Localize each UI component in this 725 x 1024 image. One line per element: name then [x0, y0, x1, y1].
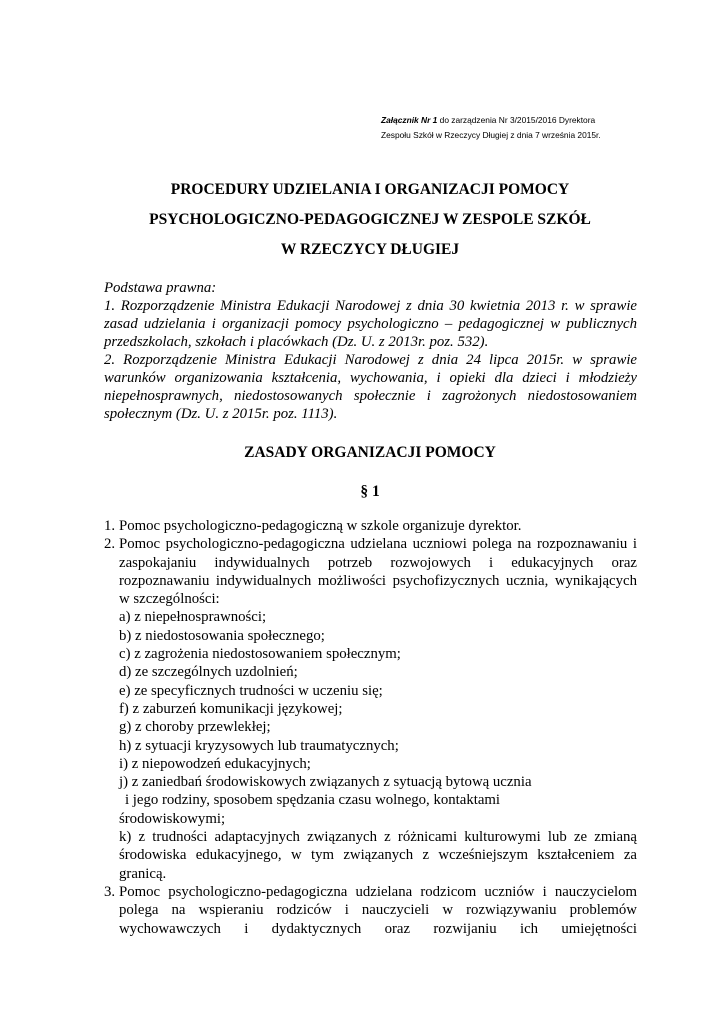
- sublist-item-g: g) z choroby przewlekłej;: [119, 719, 271, 736]
- annex-note: [381, 113, 681, 143]
- sublist-item-j-line-2: i jego rodziny, sposobem spędzania czasu wolnego, kontaktami: [125, 792, 501, 809]
- list-item-1-text: Pomoc psychologiczno-pedagogiczną w szkole organizuje dyrektor.: [119, 518, 522, 534]
- sublist-item-i: i) z niepowodzeń edukacyjnych;: [119, 755, 311, 772]
- sublist-item-f: f) z zaburzeń komunikacji językowej;: [119, 700, 343, 717]
- sublist-item-b: b) z niedostosowania społecznego;: [119, 627, 325, 644]
- legal-basis-item-1: 1. Rozporządzenie Ministra Edukacji Narodowej z dnia 30 kwietnia 2013 r. w sprawie zasad udzielania i organizacji pomocy psychologiczno – pedagogicznej w publicznych przedszkolach, szkołach i placówkach (Dz. U. z 2013r. poz. 532).: [104, 298, 637, 350]
- section-heading: ZASADY ORGANIZACJI POMOCY: [244, 444, 496, 461]
- sublist-item-j-line-1: j) z zaniedbań środowiskowych związanych z sytuacją bytową ucznia: [119, 774, 532, 791]
- list-item-3: [104, 883, 637, 938]
- sublist-item-e: e) ze specyficznych trudności w uczeniu się;: [119, 682, 383, 699]
- sublist-item-k: k) z trudności adaptacyjnych związanych z różnicami kulturowymi lub ze zmianą środowiska edukacyjnego, w tym związanych z wcześniejszym kształceniem za granicą.: [119, 829, 637, 882]
- annex-label: Załącznik Nr 1: [381, 115, 438, 125]
- list-item-3-number: 3.: [104, 883, 116, 900]
- title-line-2: PSYCHOLOGICZNO-PEDAGOGICZNEJ W ZESPOLE SZKÓŁ: [149, 211, 591, 228]
- annex-line-2: Zespołu Szkół w Rzeczycy Długiej z dnia 7 września 2015r.: [381, 130, 601, 140]
- sublist-item-a: a) z niepełnosprawności;: [119, 609, 267, 626]
- annex-line-1: [381, 113, 681, 128]
- sublist-item-d: d) ze szczególnych uzdolnień;: [119, 664, 298, 681]
- sublist: [119, 608, 637, 882]
- list-item-2-text: Pomoc psychologiczno-pedagogiczna udzielana uczniowi polega na rozpoznawaniu i zaspokajaniu indywidualnych potrzeb rozwojowych i edukacyjnych oraz rozpoznawaniu indywidualnych możliwości psychofizycznych ucznia, wynikających w szczególności:: [119, 536, 637, 608]
- legal-basis-heading: Podstawa prawna:: [104, 280, 217, 296]
- list-item-3-text: Pomoc psychologiczno-pedagogiczna udzielana rodzicom uczniów i nauczycielom polega na wspieraniu rodziców i nauczycieli w rozwiązywaniu problemów wychowawczych i dydaktycznych oraz rozwijaniu ich umiejętności: [119, 883, 637, 937]
- list-item-1: [104, 517, 637, 535]
- sublist-item-j-line-3: środowiskowymi;: [119, 810, 226, 827]
- paragraph-mark: § 1: [360, 483, 380, 500]
- title-line-1: PROCEDURY UDZIELANIA I ORGANIZACJI POMOCY: [170, 181, 570, 198]
- sublist-item-c: c) z zagrożenia niedostosowaniem społecznym;: [119, 646, 401, 663]
- rules-list: [104, 517, 637, 938]
- list-item-2: [104, 535, 637, 883]
- list-item-1-number: 1.: [104, 518, 116, 534]
- sublist-item-h: h) z sytuacji kryzysowych lub traumatycznych;: [119, 737, 399, 754]
- legal-basis-item-2: 2. Rozporządzenie Ministra Edukacji Narodowej z dnia 24 lipca 2015r. w sprawie warunków organizowania kształcenia, wychowania, i opieki dla dzieci i młodzieży niepełnosprawnych, niedostosowanych społecznie i zagrożonych niedostosowaniem społecznym (Dz. U. z 2015r. poz. 1113).: [104, 352, 637, 422]
- list-item-2-number: 2.: [104, 536, 116, 553]
- document-title: [100, 175, 640, 265]
- legal-basis: [104, 279, 637, 423]
- annex-line-1-rest: do zarządzenia Nr 3/2015/2016 Dyrektora: [437, 115, 596, 125]
- title-line-3: W RZECZYCY DŁUGIEJ: [280, 241, 460, 258]
